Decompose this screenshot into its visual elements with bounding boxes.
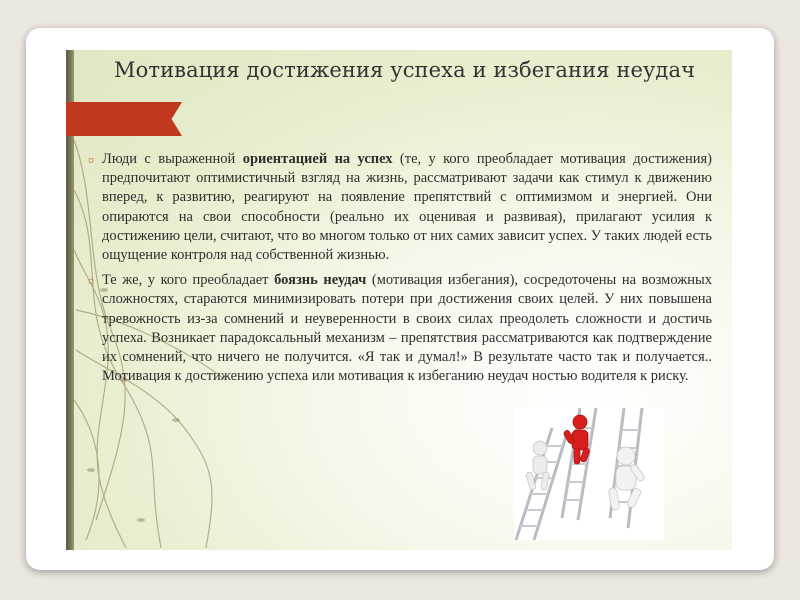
paragraph-text-bold: ориентацией на успех [242, 151, 393, 167]
slide-title: Мотивация достижения успеха и избегания неудач [114, 58, 696, 82]
paragraph-text-after: (те, у кого преобладает мотивация достижения) предпочитают оптимистичный взгляд на жизнь, рассматривают задачи как стимул к движению вперед, к развитию, реагируют на появление препятствий с оптимизмом и энергией. Они опираются на свои способности (реально их оценивая и развивая), прилагают усилия к достижению цели, считают, что во многом только от них самих зависит успех. У таких людей есть ощущение контроля над собственной жизнью. [102, 151, 712, 264]
title-ribbon [66, 102, 182, 136]
paragraph-success [88, 150, 712, 265]
slide [66, 50, 732, 550]
paragraph-text-before: Те же, у кого преобладает [102, 272, 275, 289]
bullet-icon: ¤ [88, 153, 94, 167]
paragraph-text-after: (мотивация избегания), сосредоточены на возможных сложностях, стараются минимизировать потери при достижения своих целей. У них повышена тревожность из-за сомнений и неуверенности в своих силах преодолеть сложности и достичь успеха. Возникает парадоксальный механизм – препятствия рассматриваются как подтверждение их сомнений, что ничего не получится. «Я так и думал!» В результате часто так и получается.. Мотивация к достижению успеха или мотивация к избеганию неудач ностью водителя к риску. [102, 272, 712, 385]
slide-body [88, 150, 712, 392]
slide-frame [26, 28, 774, 570]
paragraph-text-bold: боязнь неудач [274, 272, 367, 289]
ladders-figures-illustration-icon [514, 408, 664, 540]
paragraph-failure [88, 271, 712, 386]
bullet-icon: ¤ [88, 274, 94, 289]
paragraph-text-before: Люди с выраженной [102, 151, 243, 167]
